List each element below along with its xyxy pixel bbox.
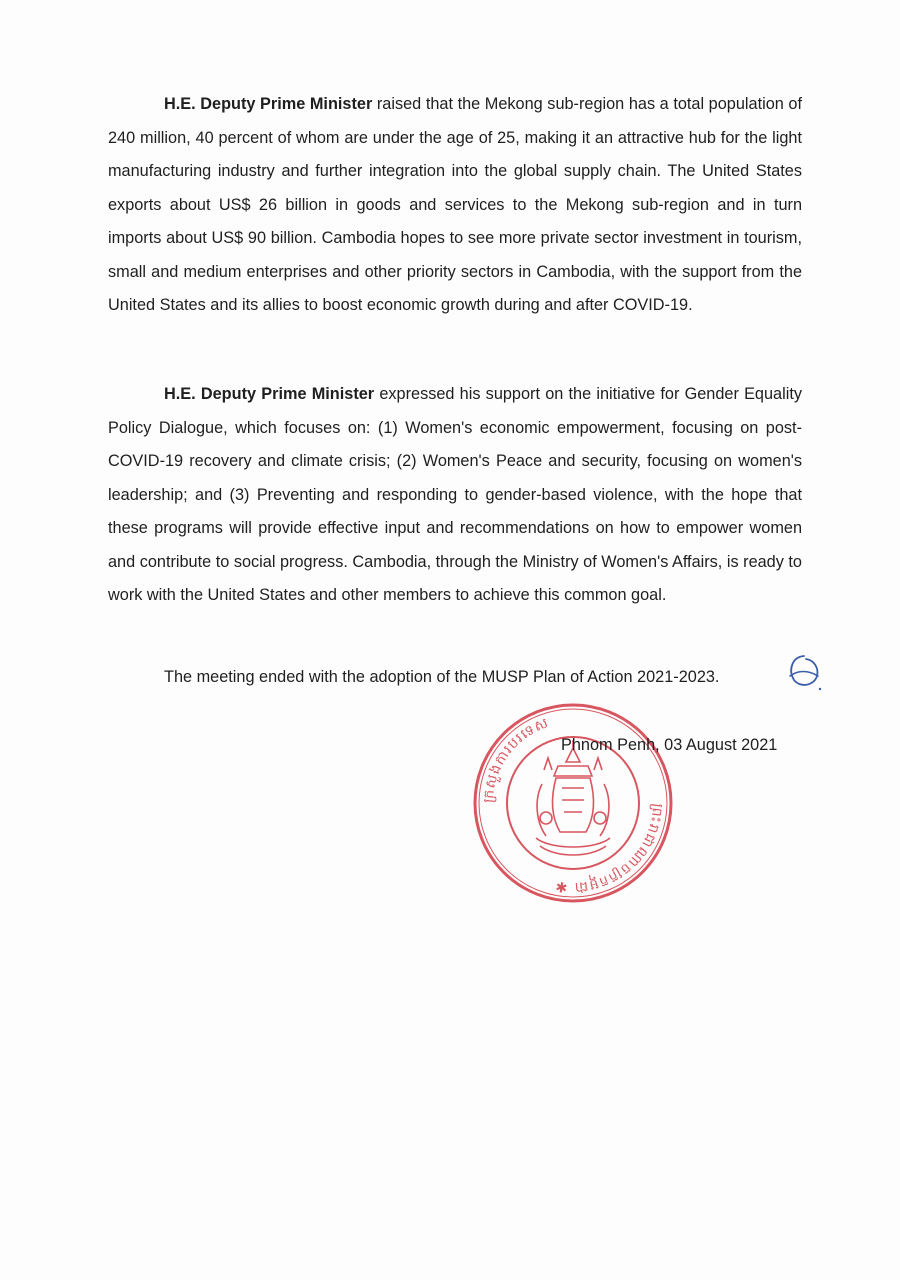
paragraph-gender-equality xyxy=(108,378,802,613)
handwritten-initials xyxy=(784,652,824,692)
paragraph-body: expressed his support on the initiative for Gender Equality Policy Dialogue, which focuses on: (1) Women's economic empowerment, focusing on post-COVID-19 recovery and climate crisis; (2) Women's Peace and security, focusing on women's leadership; and (3) Preventing and responding to gender-based violence, with the hope that these programs will provide effective input and recommendations on how to empower women and contribute to social progress. Cambodia, through the Ministry of Women's Affairs, is ready to work with the United States and other members to achieve this common goal. xyxy=(108,385,802,604)
svg-text:ក្រសួងការបរទេស: ក្រសួងការបរទេស xyxy=(480,714,552,804)
paragraph-lead: H.E. Deputy Prime Minister xyxy=(164,95,373,113)
place-and-date: Phnom Penh, 03 August 2021 xyxy=(561,736,778,754)
paragraph-body: raised that the Mekong sub-region has a total population of 240 million, 40 percent of whom are under the age of 25, making it an attractive hub for the light manufacturing industry and further integration into the global supply chain. The United States exports about US$ 26 billion in goods and services to the Mekong sub-region and in turn imports about US$ 90 billion. Cambodia hopes to see more private sector investment in tourism, small and medium enterprises and other priority sectors in Cambodia, with the support from the United States and its allies to boost economic growth during and after COVID-19. xyxy=(108,95,802,314)
closing-statement: The meeting ended with the adoption of the MUSP Plan of Action 2021-2023. xyxy=(164,668,720,686)
svg-text:ព្រះរាជាណាចក្រកម្ពុជា ✱: ព្រះរាជាណាចក្រកម្ពុជា ✱ xyxy=(553,802,666,896)
paragraph-lead: H.E. Deputy Prime Minister xyxy=(164,385,375,403)
official-seal xyxy=(470,700,676,906)
paragraph-economy xyxy=(108,88,802,323)
